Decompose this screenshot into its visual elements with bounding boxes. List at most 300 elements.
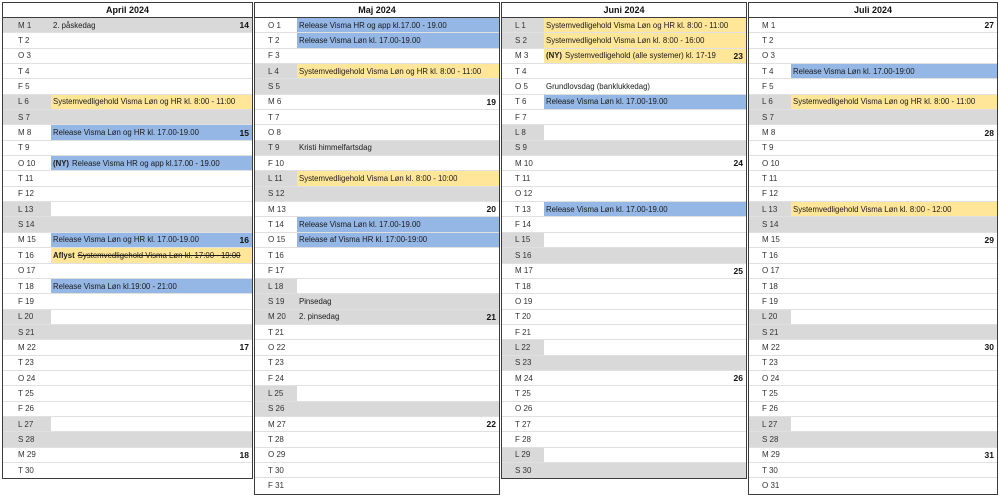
event-cell <box>51 340 252 354</box>
day-label: L 4 <box>255 64 297 78</box>
day-label: F 26 <box>18 404 35 414</box>
day-label: O 3 <box>762 51 775 61</box>
day-label: T 16 <box>268 250 284 260</box>
event-title: Release Visma HR og app kl.17.00 - 19.00 <box>72 158 220 168</box>
day-row <box>749 33 997 48</box>
event-text <box>53 251 249 260</box>
day-row <box>3 95 252 110</box>
day-row <box>502 49 746 64</box>
day-label: T 18 <box>762 281 778 291</box>
day-row <box>3 402 252 417</box>
day-label: T 9 <box>18 143 30 153</box>
event-cell <box>51 18 252 32</box>
event-title: Systemvedligehold Visma Løn og HR kl. 8:00 - 11:00 <box>53 97 236 107</box>
day-row <box>502 402 746 417</box>
day-label: O 24 <box>762 373 780 383</box>
day-row <box>749 356 997 371</box>
day-label: T 9 <box>762 143 774 153</box>
day-label: T 14 <box>268 220 284 230</box>
event-cell <box>297 340 499 354</box>
month-column <box>748 2 998 495</box>
day-row <box>3 202 252 217</box>
event-cell <box>297 356 499 370</box>
event-prefix: Aflyst <box>53 250 75 260</box>
day-row <box>502 171 746 186</box>
event-cell <box>791 187 997 201</box>
event-cell <box>51 33 252 47</box>
event-cell <box>297 141 499 155</box>
day-row <box>255 432 499 447</box>
day-label: M 8 <box>762 128 776 138</box>
day-row <box>255 264 499 279</box>
event-cell <box>51 402 252 416</box>
day-row <box>749 325 997 340</box>
event-cell <box>297 125 499 139</box>
day-row <box>502 248 746 263</box>
event-cell <box>791 141 997 155</box>
day-row <box>749 49 997 64</box>
day-label: T 23 <box>762 358 778 368</box>
month-title: Juni 2024 <box>502 3 746 18</box>
event-cell <box>791 264 997 278</box>
day-row <box>255 371 499 386</box>
day-row <box>749 264 997 279</box>
day-label: T 4 <box>762 66 774 76</box>
week-number: 26 <box>733 373 743 384</box>
day-label: O 22 <box>268 342 286 352</box>
event-cell <box>297 264 499 278</box>
event-text <box>793 97 994 106</box>
event-cell <box>544 18 746 32</box>
event-cell <box>544 279 746 293</box>
day-row <box>3 371 252 386</box>
day-row <box>3 279 252 294</box>
event-cell <box>544 371 746 385</box>
event-text <box>546 97 743 106</box>
day-label: T 30 <box>18 466 34 476</box>
day-label: O 17 <box>762 266 780 276</box>
event-text <box>53 282 249 291</box>
event-cell <box>51 463 252 478</box>
event-cell <box>51 356 252 370</box>
day-row <box>255 402 499 417</box>
day-label: M 3 <box>515 51 529 61</box>
month-column <box>501 2 747 479</box>
day-row <box>255 18 499 33</box>
event-text <box>53 235 236 244</box>
day-row <box>502 110 746 125</box>
event-cell <box>544 79 746 93</box>
event-cell <box>297 310 499 324</box>
event-cell <box>544 64 746 78</box>
event-cell <box>544 125 746 139</box>
week-number: 31 <box>984 449 994 460</box>
day-label: T 4 <box>18 66 30 76</box>
day-row <box>502 371 746 386</box>
event-title: Release af Visma HR kl. 17:00-19:00 <box>299 235 428 245</box>
event-cell <box>791 202 997 216</box>
day-row <box>255 79 499 94</box>
day-row <box>3 110 252 125</box>
month-title: Juli 2024 <box>749 3 997 18</box>
day-label: O 10 <box>762 158 780 168</box>
day-label: F 5 <box>18 82 30 92</box>
day-row <box>502 125 746 140</box>
day-label: S 28 <box>3 432 51 446</box>
day-label: T 6 <box>515 97 527 107</box>
day-label: L 20 <box>3 310 51 324</box>
week-number: 27 <box>984 20 994 31</box>
event-cell <box>544 171 746 185</box>
day-row <box>255 233 499 248</box>
day-row <box>502 64 746 79</box>
day-label: L 20 <box>749 310 791 324</box>
day-label: L 27 <box>749 417 791 431</box>
day-label: T 28 <box>268 434 284 444</box>
event-title: 2. påskedag <box>53 20 96 30</box>
day-row <box>502 141 746 156</box>
event-prefix: (NY) <box>546 51 563 61</box>
event-cell <box>51 279 252 293</box>
event-cell <box>791 432 997 446</box>
day-row <box>3 264 252 279</box>
event-prefix: (NY) <box>53 158 70 168</box>
day-label: T 25 <box>762 388 778 398</box>
day-label: T 7 <box>268 112 280 122</box>
event-cell <box>297 448 499 462</box>
day-label: O 12 <box>515 189 533 199</box>
day-row <box>255 310 499 325</box>
day-row <box>3 325 252 340</box>
day-row <box>502 294 746 309</box>
event-text <box>299 21 496 30</box>
day-row <box>3 356 252 371</box>
event-cell <box>544 386 746 400</box>
day-label: S 14 <box>749 217 791 231</box>
event-cell <box>51 233 252 247</box>
day-label: S 21 <box>749 325 791 339</box>
event-title: 2. pinsedag <box>299 312 340 322</box>
event-text <box>299 297 496 306</box>
event-cell <box>297 33 499 47</box>
day-label: L 22 <box>502 340 544 354</box>
event-text <box>793 67 994 76</box>
day-row <box>749 18 997 33</box>
day-row <box>255 141 499 156</box>
day-label: L 1 <box>502 18 544 32</box>
day-row <box>255 156 499 171</box>
event-cell <box>791 233 997 247</box>
month-title: April 2024 <box>3 3 252 18</box>
day-row <box>3 432 252 447</box>
day-label: O 31 <box>762 481 780 491</box>
day-row <box>3 386 252 401</box>
day-row <box>749 310 997 325</box>
day-row <box>749 233 997 248</box>
day-row <box>749 141 997 156</box>
day-row <box>502 386 746 401</box>
event-cell <box>51 64 252 78</box>
week-number: 14 <box>239 20 249 31</box>
day-label: M 24 <box>515 373 533 383</box>
event-cell <box>544 448 746 462</box>
day-row <box>749 417 997 432</box>
day-row <box>255 248 499 263</box>
day-label: S 19 <box>255 294 297 308</box>
week-number: 21 <box>486 311 496 322</box>
day-row <box>502 264 746 279</box>
event-cell <box>544 264 746 278</box>
day-row <box>3 141 252 156</box>
week-number: 18 <box>239 449 249 460</box>
day-label: L 29 <box>502 448 544 462</box>
event-cell <box>297 279 499 293</box>
event-cell <box>791 417 997 431</box>
day-row <box>749 248 997 263</box>
month-column <box>2 2 253 479</box>
event-cell <box>51 125 252 139</box>
day-row <box>502 95 746 110</box>
day-label: T 18 <box>18 281 34 291</box>
event-title: Kristi himmelfartsdag <box>299 143 372 153</box>
day-row <box>502 310 746 325</box>
day-row <box>255 340 499 355</box>
event-title: Systemvedligehold Visma Løn og HR kl. 8:00 - 11:00 <box>793 97 976 107</box>
event-cell <box>791 49 997 63</box>
day-row <box>3 340 252 355</box>
day-row <box>255 171 499 186</box>
event-cell <box>791 33 997 47</box>
event-text <box>299 220 496 229</box>
event-cell <box>544 248 746 262</box>
event-text <box>546 82 743 91</box>
event-title: Systemvedligehold Visma Løn kl. 8:00 - 10:00 <box>299 174 458 184</box>
day-label: L 11 <box>255 171 297 185</box>
event-cell <box>791 340 997 354</box>
day-label: T 20 <box>515 312 531 322</box>
event-title: Release Visma Løn og HR kl. 17.00-19.00 <box>53 128 199 138</box>
day-row <box>255 417 499 432</box>
event-cell <box>297 402 499 416</box>
day-row <box>502 463 746 478</box>
event-title: Release Visma Løn og HR kl. 17.00-19.00 <box>53 235 199 245</box>
event-cell <box>791 448 997 462</box>
week-number: 24 <box>733 158 743 169</box>
day-label: T 2 <box>18 36 30 46</box>
day-label: S 2 <box>502 33 544 47</box>
event-cell <box>791 402 997 416</box>
event-cell <box>544 233 746 247</box>
day-label: M 1 <box>762 20 776 30</box>
event-cell <box>297 463 499 477</box>
week-number: 19 <box>486 96 496 107</box>
event-cell <box>297 202 499 216</box>
event-cell <box>791 294 997 308</box>
event-cell <box>51 294 252 308</box>
day-row <box>749 478 997 493</box>
event-cell <box>544 294 746 308</box>
event-cell <box>544 33 746 47</box>
event-title: Systemvedligehold Visma Løn kl. 17:00 - 19:00 <box>77 250 241 260</box>
day-row <box>749 171 997 186</box>
day-label: O 26 <box>515 404 533 414</box>
day-label: T 16 <box>18 250 34 260</box>
week-number: 30 <box>984 342 994 353</box>
event-cell <box>51 202 252 216</box>
event-cell <box>297 187 499 201</box>
week-number: 17 <box>239 342 249 353</box>
day-row <box>749 95 997 110</box>
day-label: O 10 <box>18 158 36 168</box>
day-label: M 22 <box>762 342 780 352</box>
day-label: F 7 <box>515 112 527 122</box>
day-row <box>3 310 252 325</box>
event-cell <box>544 340 746 354</box>
day-label: F 26 <box>762 404 779 414</box>
day-label: T 2 <box>268 36 280 46</box>
event-cell <box>297 156 499 170</box>
day-row <box>3 64 252 79</box>
day-row <box>502 233 746 248</box>
day-row <box>3 463 252 478</box>
day-row <box>3 156 252 171</box>
day-label: T 2 <box>762 36 774 46</box>
day-label: L 6 <box>749 95 791 109</box>
day-label: F 24 <box>268 373 285 383</box>
event-cell <box>51 417 252 431</box>
day-row <box>749 187 997 202</box>
day-label: L 6 <box>3 95 51 109</box>
day-label: T 30 <box>762 465 778 475</box>
event-cell <box>51 79 252 93</box>
day-label: F 19 <box>762 296 779 306</box>
event-cell <box>297 95 499 109</box>
event-cell <box>544 432 746 446</box>
week-number: 25 <box>733 265 743 276</box>
month-title: Maj 2024 <box>255 3 499 18</box>
day-row <box>502 432 746 447</box>
day-label: M 27 <box>268 419 286 429</box>
day-label: T 30 <box>268 465 284 475</box>
day-row <box>502 33 746 48</box>
day-label: S 9 <box>502 141 544 155</box>
event-title: Release Visma HR og app kl.17.00 - 19.00 <box>299 20 447 30</box>
event-title: Systemvedligehold Visma Løn kl. 8:00 - 16:00 <box>546 36 705 46</box>
day-label: L 27 <box>3 417 51 431</box>
day-row <box>255 95 499 110</box>
event-cell <box>297 79 499 93</box>
day-label: T 4 <box>515 66 527 76</box>
event-cell <box>297 386 499 400</box>
event-cell <box>791 325 997 339</box>
day-row <box>502 202 746 217</box>
day-row <box>502 340 746 355</box>
day-row <box>3 79 252 94</box>
day-label: O 8 <box>268 128 281 138</box>
day-row <box>502 18 746 33</box>
day-label: S 26 <box>255 402 297 416</box>
day-label: S 21 <box>3 325 51 339</box>
day-row <box>255 125 499 140</box>
day-row <box>255 448 499 463</box>
day-label: S 5 <box>255 79 297 93</box>
day-row <box>502 325 746 340</box>
event-text <box>299 174 496 183</box>
day-row <box>3 33 252 48</box>
event-text <box>299 235 496 244</box>
day-label: F 10 <box>268 158 285 168</box>
day-row <box>255 325 499 340</box>
event-cell <box>51 95 252 109</box>
month-column <box>254 2 500 495</box>
event-title: Release Visma Løn kl. 17.00-19.00 <box>546 97 668 107</box>
event-cell <box>51 156 252 170</box>
day-row <box>255 356 499 371</box>
day-label: M 6 <box>268 97 282 107</box>
event-text <box>299 143 496 152</box>
event-title: Systemvedligehold Visma Løn og HR kl. 8:00 - 11:00 <box>546 20 729 30</box>
event-cell <box>51 264 252 278</box>
day-row <box>749 294 997 309</box>
day-label: L 13 <box>749 202 791 216</box>
event-cell <box>791 248 997 262</box>
day-row <box>502 217 746 232</box>
event-cell <box>297 248 499 262</box>
day-label: F 21 <box>515 327 532 337</box>
day-label: T 27 <box>515 419 531 429</box>
week-number: 22 <box>486 419 496 430</box>
day-label: O 15 <box>268 235 286 245</box>
day-label: F 28 <box>515 434 532 444</box>
event-cell <box>791 18 997 32</box>
event-text <box>546 51 730 60</box>
day-label: M 8 <box>18 128 32 138</box>
day-label: L 15 <box>502 233 544 247</box>
day-label: F 5 <box>762 82 774 92</box>
day-row <box>3 248 252 263</box>
day-row <box>749 110 997 125</box>
day-label: S 23 <box>502 356 544 370</box>
day-row <box>3 448 252 463</box>
event-cell <box>297 171 499 185</box>
day-row <box>749 448 997 463</box>
day-label: T 11 <box>515 174 531 184</box>
event-title: Pinsedag <box>299 296 332 306</box>
event-cell <box>544 187 746 201</box>
day-label: O 29 <box>268 450 286 460</box>
day-label: L 25 <box>255 386 297 400</box>
event-text <box>546 205 743 214</box>
event-cell <box>297 233 499 247</box>
week-number: 16 <box>239 234 249 245</box>
event-title: Release Visma Løn kl. 17.00-19.00 <box>299 36 421 46</box>
event-cell <box>791 279 997 293</box>
event-text <box>793 205 994 214</box>
day-row <box>3 125 252 140</box>
event-text <box>53 97 249 106</box>
day-row <box>3 171 252 186</box>
week-number: 20 <box>486 204 496 215</box>
day-row <box>749 402 997 417</box>
event-cell <box>544 310 746 324</box>
week-number: 29 <box>984 234 994 245</box>
day-label: S 28 <box>749 432 791 446</box>
day-row <box>749 463 997 478</box>
event-cell <box>544 49 746 63</box>
day-row <box>3 18 252 33</box>
day-label: M 13 <box>268 204 286 214</box>
day-row <box>3 233 252 248</box>
